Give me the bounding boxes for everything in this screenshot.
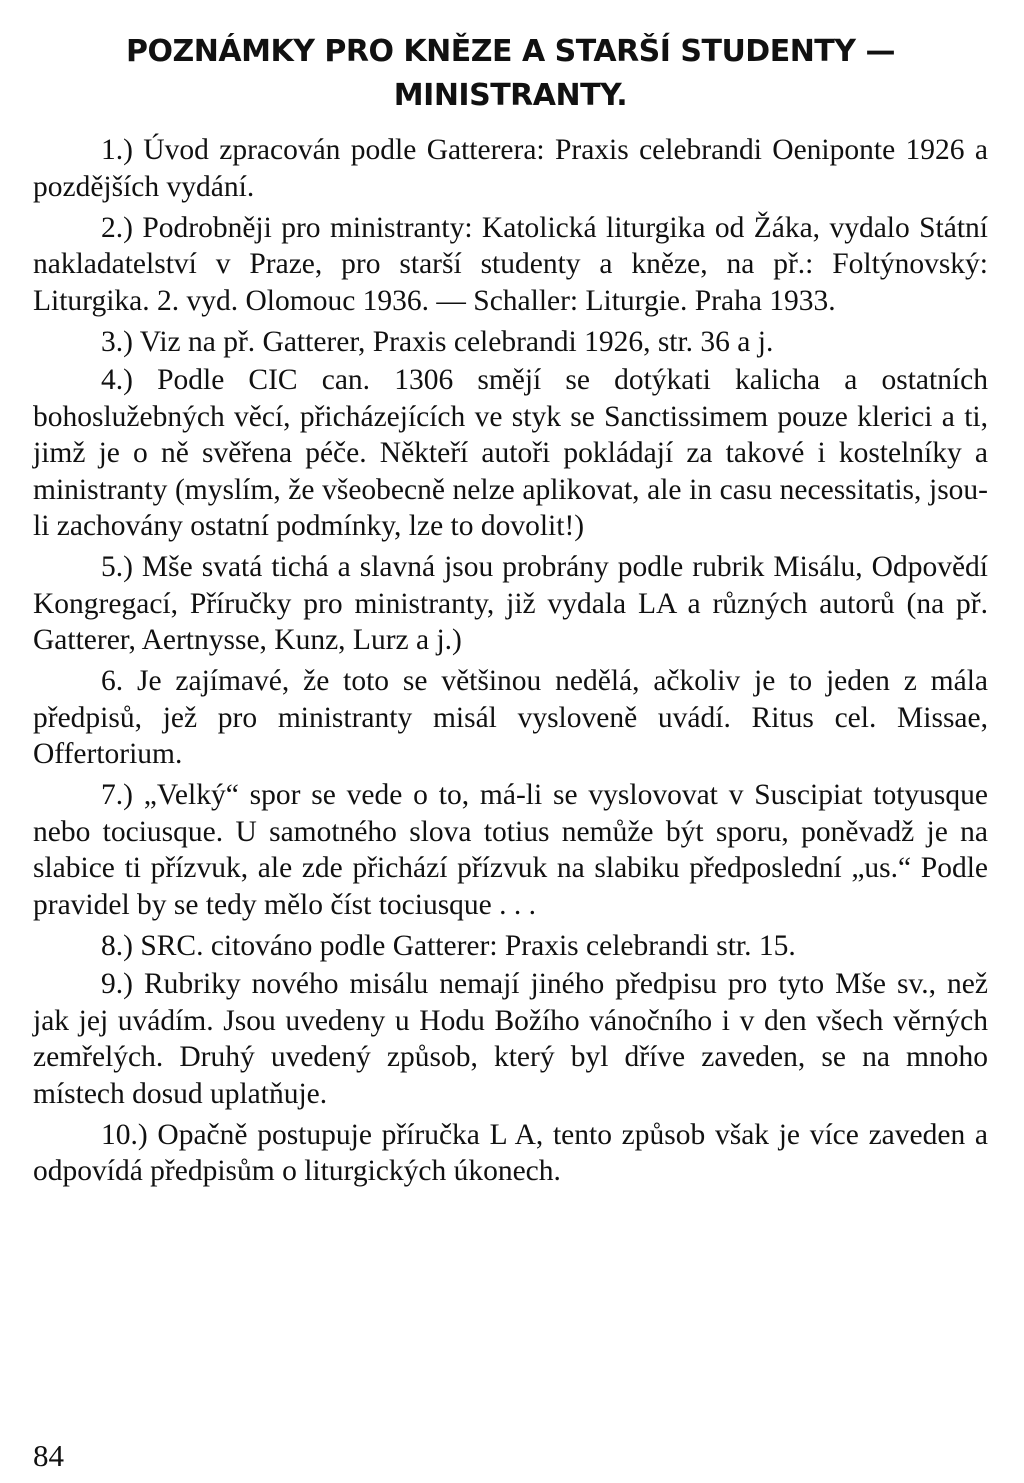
note-2: 2.) Podrobněji pro ministranty: Katolická liturgika od Žáka, vydalo Státní nakladatelství v Praze, pro starší studenty a kněze, na př.: Foltýnovský: Liturgika. 2. vyd. Olomouc 1936. — Schaller: Liturgie. Praha 1933. [33, 211, 988, 317]
note-3: 3.) Viz na př. Gatterer, Praxis celebrandi 1926, str. 36 a j. [101, 325, 774, 358]
note-6: 6. Je zajímavé, že toto se většinou nedělá, ačkoliv je to jeden z mála předpisů, jež pro ministranty misál vysloveně uvádí. Ritus cel. Missae, Offertorium. [33, 665, 988, 770]
title-line-1: POZNÁMKY PRO KNĚZE A STARŠÍ STUDENTY — [126, 34, 895, 69]
note-9: 9.) Rubriky nového misálu nemají jiného předpisu pro tyto Mše sv., než jak jej uvádím. Jsou uvedeny u Hodu Božího vánočního i v den všech věrných zemřelých. Druhý uvedený způsob, který byl dříve zaveden, se na mnoho místech dosud uplatňuje. [33, 968, 988, 1110]
page-body [33, 30, 988, 1194]
title-line-2: MINISTRANTY. [393, 78, 628, 113]
note-7: 7.) „Velký“ spor se vede o to, má-li se vyslovovat v Suscipiat totyusque nebo tociusque. U samotného slova totius nemůže být sporu, poněvadž je na slabice ti přízvuk, ale zde přichází přízvuk na slabiku předposlední „us.“ Podle pravidel by se tedy mělo číst tociusque . . . [33, 779, 988, 921]
note-4: 4.) Podle CIC can. 1306 smějí se dotýkati kalicha a ostatních bohoslužebných věcí, přicházejících ve styk se Sanctissimem pouze klerici a ti, jimž je o ně svěřena péče. Někteří autoři pokládají za takové i kostelníky a ministranty (myslím, že všeobecně nelze aplikovat, ale in casu necessitatis, jsou-li zachovány ostatní podmínky, lze to dovolit!) [33, 364, 988, 542]
note-10: 10.) Opačně postupuje příručka L A, tento způsob však je více zaveden a odpovídá předpisům o liturgických úkonech. [33, 1118, 988, 1187]
page-title [33, 30, 988, 118]
note-8: 8.) SRC. citováno podle Gatterer: Praxis celebrandi str. 15. [101, 929, 796, 962]
note-5: 5.) Mše svatá tichá a slavná jsou probrány podle rubrik Misálu, Odpovědí Kongregací, Příručky pro ministranty, již vydala LA a různých autorů (na př. Gatterer, Aertnysse, Kunz, Lurz a j.) [33, 551, 988, 656]
note-1: 1.) Úvod zpracován podle Gatterera: Praxis celebrandi Oeniponte 1926 a pozdějších vydání. [33, 134, 988, 203]
page-number: 84 [33, 1438, 64, 1473]
